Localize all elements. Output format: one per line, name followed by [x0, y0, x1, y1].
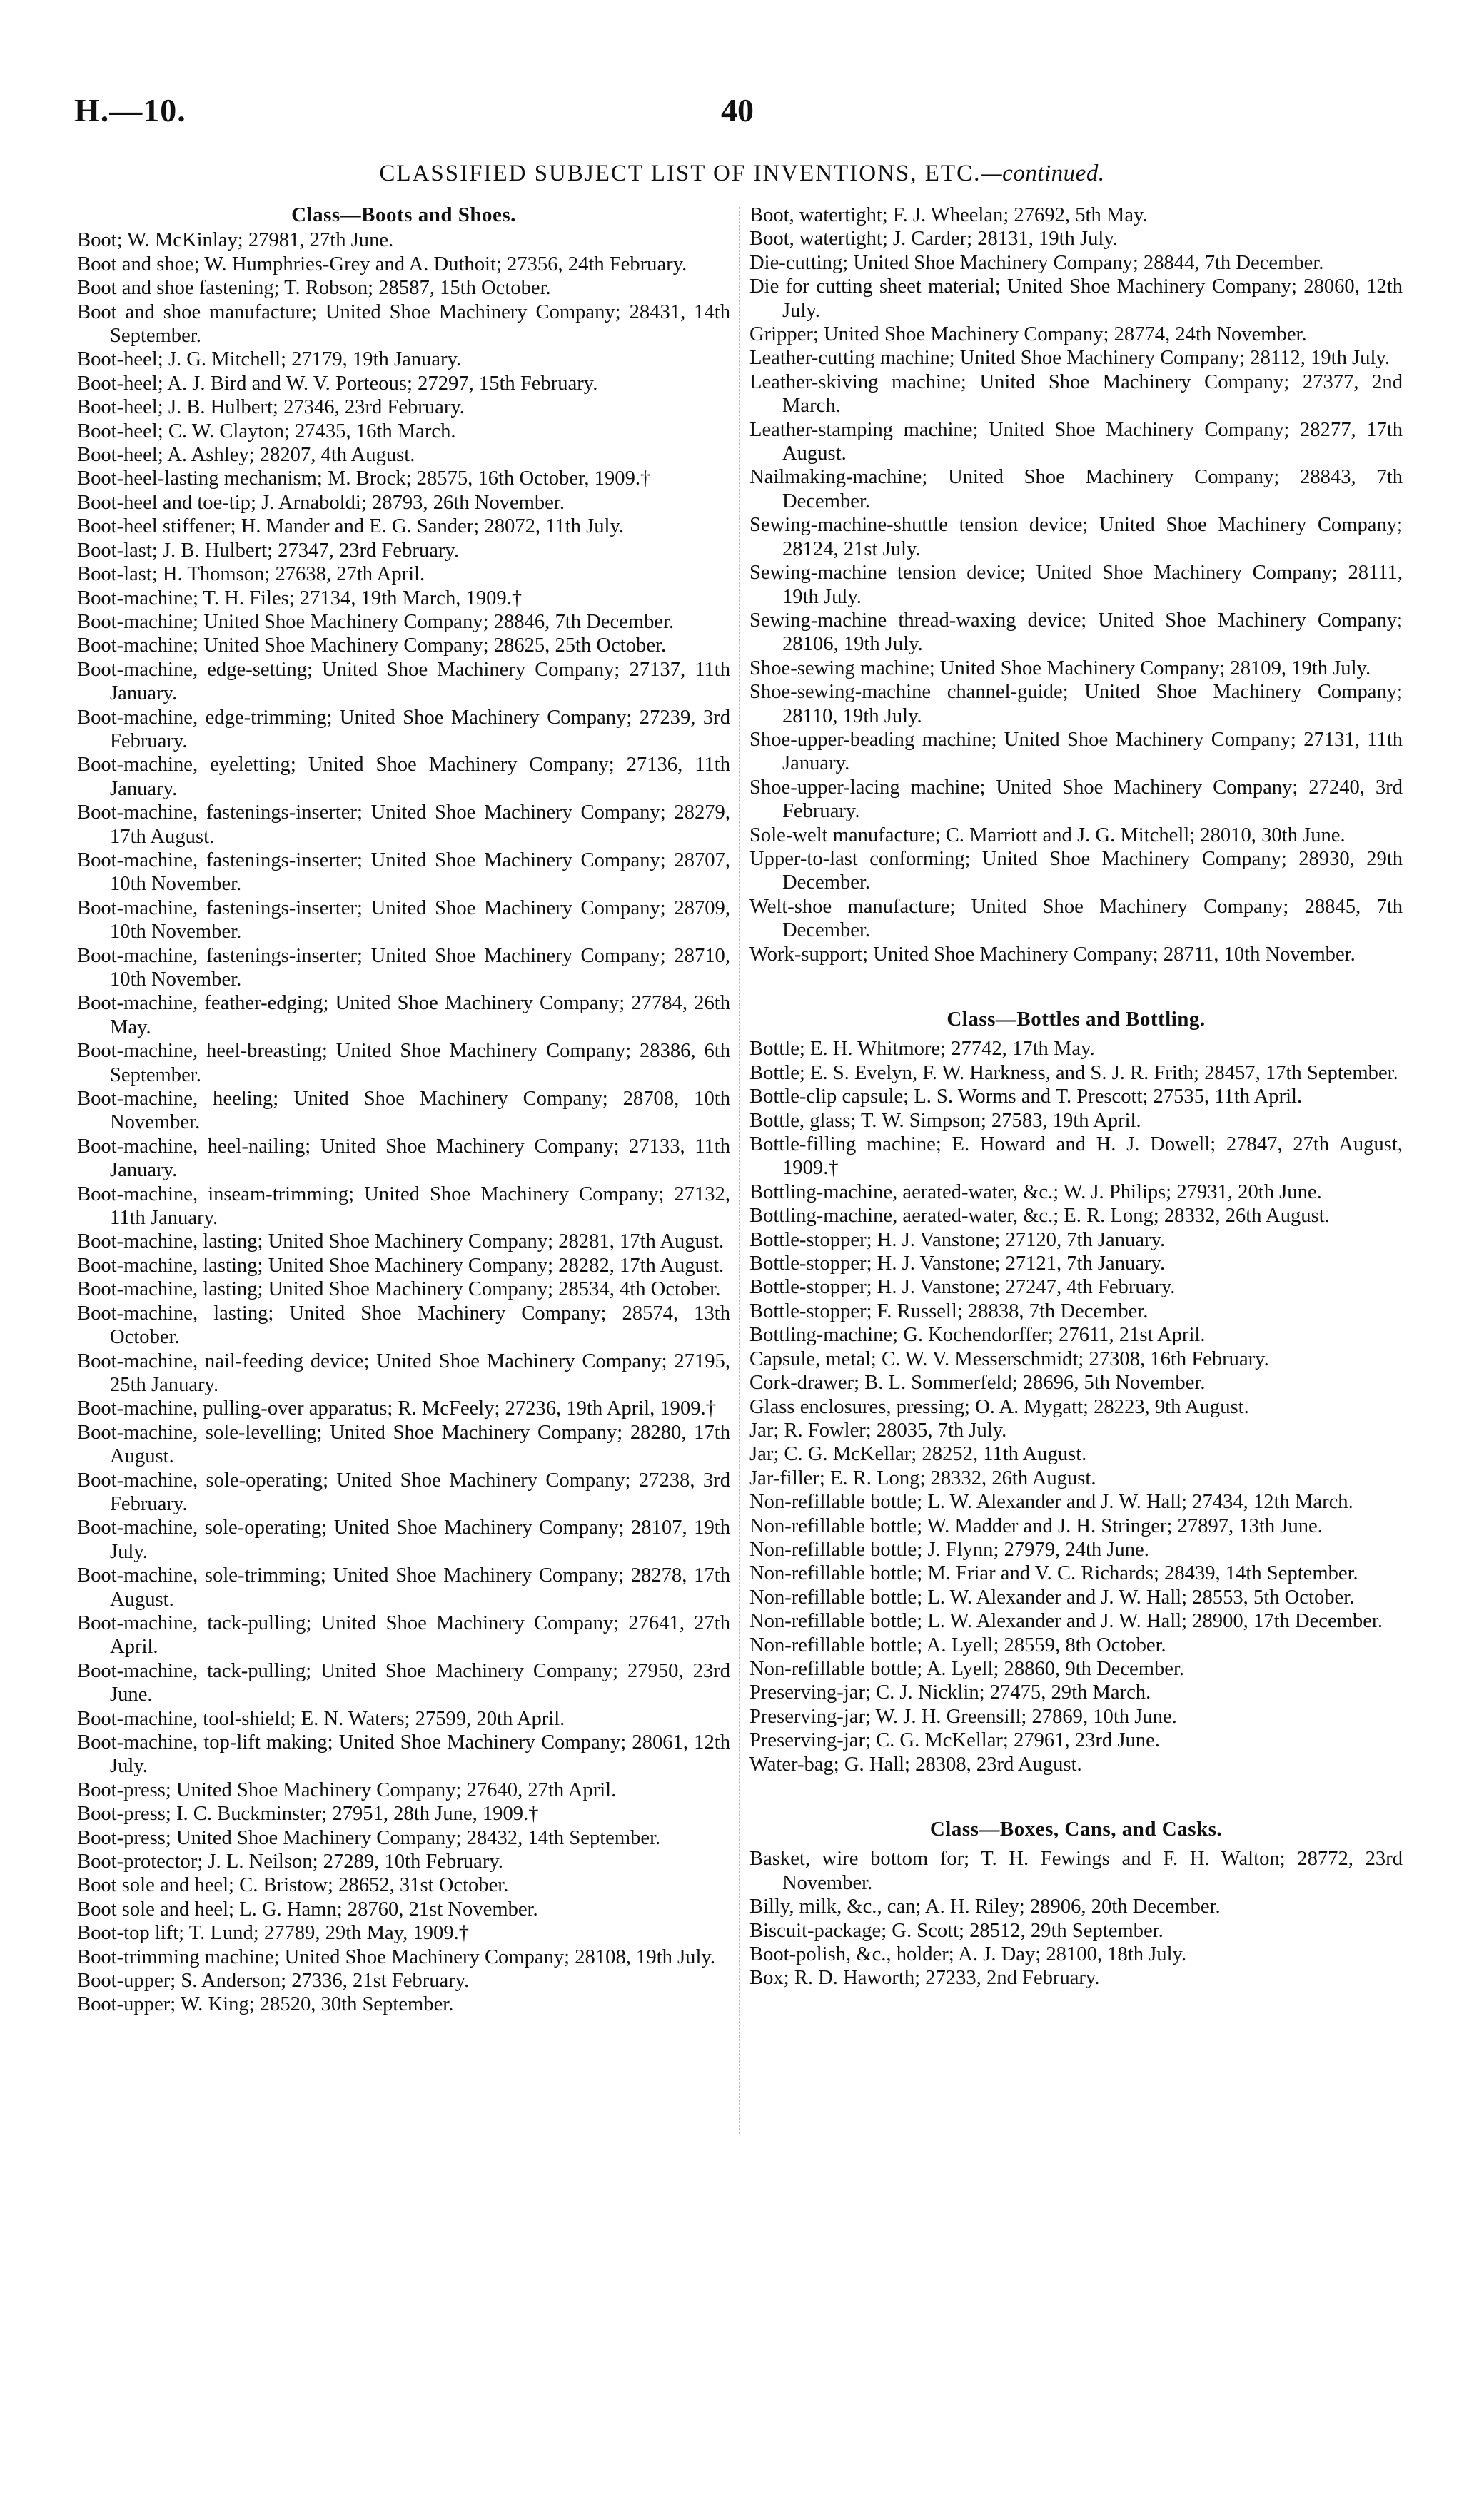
list-item: Nailmaking-machine; United Shoe Machinery Company; 28843, 7th December. — [749, 466, 1403, 512]
list-item: Boot-upper; S. Anderson; 27336, 21st February. — [77, 1970, 470, 1993]
list-item: Boot-machine, edge-trimming; United Shoe Machinery Company; 27239, 3rd February. — [77, 706, 730, 752]
list-item: Leather-stamping machine; United Shoe Machinery Company; 28277, 17th August. — [749, 418, 1403, 465]
list-item: Boot-machine, heeling; United Shoe Machinery Company; 28708, 10th November. — [77, 1088, 730, 1134]
list-item: Bottle-stopper; F. Russell; 28838, 7th December. — [749, 1300, 1149, 1322]
page-number: 40 — [721, 92, 754, 128]
list-item: Bottling-machine, aerated-water, &c.; W. J. Philips; 27931, 20th June. — [749, 1180, 1322, 1203]
list-item: Boot-machine, heel-breasting; United Shoe Machinery Company; 28386, 6th September. — [77, 1040, 730, 1086]
list-item: Boot-machine, nail-feeding device; United Shoe Machinery Company; 27195, 25th January. — [77, 1350, 730, 1396]
list-item: Non-refillable bottle; A. Lyell; 28559, 8th October. — [749, 1634, 1166, 1656]
list-item: Sole-welt manufacture; C. Marriott and J. G. Mitchell; 28010, 30th June. — [749, 824, 1346, 846]
list-item: Boot-machine, fastenings-inserter; United Shoe Machinery Company; 28707, 10th November. — [77, 849, 730, 896]
list-item: Bottle-stopper; H. J. Vanstone; 27247, 4th February. — [749, 1276, 1176, 1299]
list-item: Basket, wire bottom for; T. H. Fewings and F. H. Walton; 28772, 23rd November. — [749, 1848, 1403, 1894]
list-item: Non-refillable bottle; W. Madder and J. H. Stringer; 27897, 13th June. — [749, 1514, 1323, 1537]
list-item: Boot-machine, feather-edging; United Shoe Machinery Company; 27784, 26th May. — [77, 992, 730, 1038]
list-item: Boot-machine, fastenings-inserter; United Shoe Machinery Company; 28709, 10th November. — [77, 896, 730, 943]
list-item: Boot-machine, sole-trimming; United Shoe Machinery Company; 28278, 17th August. — [77, 1564, 730, 1611]
list-item: Water-bag; G. Hall; 28308, 23rd August. — [749, 1753, 1082, 1776]
list-item: Boot-machine, tool-shield; E. N. Waters; 27599, 20th April. — [77, 1707, 565, 1730]
list-item: Boot-machine; United Shoe Machinery Company; 28625, 25th October. — [77, 634, 667, 657]
list-item: Boot-machine, lasting; United Shoe Machinery Company; 28281, 17th August. — [77, 1230, 725, 1253]
list-item: Non-refillable bottle; J. Flynn; 27979, 24th June. — [749, 1538, 1149, 1561]
list-item: Die-cutting; United Shoe Machinery Company; 28844, 7th December. — [749, 251, 1324, 274]
list-item: Preserving-jar; C. G. McKellar; 27961, 23rd June. — [749, 1729, 1160, 1752]
list-item: Biscuit-package; G. Scott; 28512, 29th September. — [749, 1919, 1164, 1942]
boots-continued-list — [749, 203, 1403, 966]
list-item: Boot-heel; J. G. Mitchell; 27179, 19th January. — [77, 348, 462, 371]
list-item: Boot-heel; J. B. Hulbert; 27346, 23rd February. — [77, 396, 465, 419]
list-item: Boot sole and heel; L. G. Hamn; 28760, 21st November. — [77, 1898, 538, 1921]
list-item: Boot; W. McKinlay; 27981, 27th June. — [77, 229, 394, 252]
list-item: Boot-press; United Shoe Machinery Company; 28432, 14th September. — [77, 1826, 661, 1849]
list-item: Jar; C. G. McKellar; 28252, 11th August. — [749, 1443, 1087, 1466]
list-item: Sewing-machine thread-waxing device; United Shoe Machinery Company; 28106, 19th July. — [749, 609, 1403, 656]
list-item: Non-refillable bottle; L. W. Alexander and J. W. Hall; 28553, 5th October. — [749, 1586, 1355, 1609]
list-item: Sewing-machine-shuttle tension device; United Shoe Machinery Company; 28124, 21st July. — [749, 514, 1403, 560]
left-column — [77, 203, 730, 2017]
list-item: Non-refillable bottle; M. Friar and V. C. Richards; 28439, 14th September. — [749, 1562, 1358, 1585]
class-heading-boxes: Class—Boxes, Cans, and Casks. — [929, 1818, 1223, 1841]
list-item: Upper-to-last conforming; United Shoe Machinery Company; 28930, 29th December. — [749, 847, 1403, 894]
page-title-text: CLASSIFIED SUBJECT LIST OF INVENTIONS, ETC. — [379, 161, 981, 186]
list-item: Boot-machine; United Shoe Machinery Company; 28846, 7th December. — [77, 610, 675, 633]
list-item: Die for cutting sheet material; United Shoe Machinery Company; 28060, 12th July. — [749, 275, 1403, 322]
list-item: Shoe-sewing machine; United Shoe Machinery Company; 28109, 19th July. — [749, 657, 1371, 679]
list-item: Bottle; E. H. Whitmore; 27742, 17th May. — [749, 1038, 1095, 1061]
list-item: Boot-last; J. B. Hulbert; 27347, 23rd February. — [77, 539, 460, 562]
page-title-suffix: —continued. — [981, 161, 1105, 186]
list-item: Boot-heel stiffener; H. Mander and E. G. Sander; 28072, 11th July. — [77, 515, 625, 538]
list-item: Boot-heel; A. J. Bird and W. V. Porteous; 27297, 15th February. — [77, 372, 598, 395]
list-item: Boot-upper; W. King; 28520, 30th September. — [77, 1993, 454, 2016]
list-item: Glass enclosures, pressing; O. A. Mygatt; 28223, 9th August. — [749, 1395, 1249, 1418]
class-heading-bottles: Class—Bottles and Bottling. — [947, 1008, 1206, 1031]
list-item: Bottle, glass; T. W. Simpson; 27583, 19th April. — [749, 1109, 1141, 1132]
list-item: Bottle-stopper; H. J. Vanstone; 27120, 7th January. — [749, 1228, 1166, 1251]
list-item: Boot-machine; T. H. Files; 27134, 19th March, 1909.† — [77, 587, 523, 609]
list-item: Shoe-upper-beading machine; United Shoe Machinery Company; 27131, 11th January. — [749, 728, 1403, 775]
list-item: Boot-heel and toe-tip; J. Arnaboldi; 28793, 26th November. — [77, 491, 565, 514]
list-item: Bottle-filling machine; E. Howard and H. J. Dowell; 27847, 27th August, 1909.† — [749, 1133, 1403, 1180]
list-item: Non-refillable bottle; A. Lyell; 28860, 9th December. — [749, 1657, 1185, 1680]
list-item: Boot-protector; J. L. Neilson; 27289, 10th February. — [77, 1851, 503, 1873]
list-item: Welt-shoe manufacture; United Shoe Machinery Company; 28845, 7th December. — [749, 895, 1403, 942]
page-title — [0, 161, 1484, 187]
list-item: Boot-machine, tack-pulling; United Shoe Machinery Company; 27950, 23rd June. — [77, 1659, 730, 1706]
list-item: Boot and shoe; W. Humphries-Grey and A. Duthoit; 27356, 24th February. — [77, 253, 687, 275]
list-item: Boot-machine, sole-operating; United Shoe Machinery Company; 27238, 3rd February. — [77, 1469, 730, 1515]
list-item: Boot-machine, top-lift making; United Shoe Machinery Company; 28061, 12th July. — [77, 1731, 730, 1778]
class-heading-boots: Class—Boots and Shoes. — [291, 203, 516, 226]
list-item: Boot, watertight; F. J. Wheelan; 27692, 5th May. — [749, 204, 1148, 226]
list-item: Boot-machine, edge-setting; United Shoe Machinery Company; 27137, 11th January. — [77, 658, 730, 705]
list-item: Boot and shoe manufacture; United Shoe Machinery Company; 28431, 14th September. — [77, 300, 730, 348]
list-item: Bottling-machine, aerated-water, &c.; E. R. Long; 28332, 26th August. — [749, 1205, 1330, 1228]
list-item: Boot-machine, lasting; United Shoe Machinery Company; 28282, 17th August. — [77, 1254, 725, 1277]
document-reference: H.—10. — [74, 92, 186, 128]
list-item: Shoe-upper-lacing machine; United Shoe Machinery Company; 27240, 3rd February. — [749, 776, 1403, 823]
list-item: Boot-machine, lasting; United Shoe Machinery Company; 28534, 4th October. — [77, 1278, 721, 1301]
list-item: Bottling-machine; G. Kochendorffer; 27611, 21st April. — [749, 1324, 1206, 1347]
list-item: Boot-machine, fastenings-inserter; United Shoe Machinery Company; 28710, 10th November. — [77, 944, 730, 991]
list-item: Jar-filler; E. R. Long; 28332, 26th August. — [749, 1467, 1096, 1489]
list-item: Leather-skiving machine; United Shoe Machinery Company; 27377, 2nd March. — [749, 370, 1403, 418]
boots-list — [77, 228, 730, 2016]
list-item: Boot and shoe fastening; T. Robson; 28587, 15th October. — [77, 277, 551, 300]
boxes-list — [749, 1847, 1403, 1990]
list-item: Boot-top lift; T. Lund; 27789, 29th May, 1909.† — [77, 1922, 470, 1945]
bottles-list — [749, 1037, 1403, 1776]
list-item: Boot-polish, &c., holder; A. J. Day; 28100, 18th July. — [749, 1943, 1187, 1966]
list-item: Boot-machine, sole-operating; United Shoe Machinery Company; 28107, 19th July. — [77, 1517, 730, 1563]
list-item: Bottle; E. S. Evelyn, F. W. Harkness, and S. J. R. Frith; 28457, 17th September. — [749, 1061, 1398, 1084]
list-item: Boot-machine, lasting; United Shoe Machinery Company; 28574, 13th October. — [77, 1302, 730, 1349]
list-item: Boot-machine, fastenings-inserter; United Shoe Machinery Company; 28279, 17th August. — [77, 801, 730, 848]
list-item: Boot-machine, sole-levelling; United Shoe Machinery Company; 28280, 17th August. — [77, 1421, 730, 1468]
list-item: Preserving-jar; W. J. H. Greensill; 27869, 10th June. — [749, 1705, 1177, 1728]
list-item: Capsule, metal; C. W. V. Messerschmidt; 27308, 16th February. — [749, 1347, 1269, 1370]
list-item: Gripper; United Shoe Machinery Company; 28774, 24th November. — [749, 323, 1307, 346]
list-item: Sewing-machine tension device; United Shoe Machinery Company; 28111, 19th July. — [749, 562, 1403, 608]
list-item: Boot-machine, heel-nailing; United Shoe Machinery Company; 27133, 11th January. — [77, 1135, 730, 1182]
list-item: Cork-drawer; B. L. Sommerfeld; 28696, 5th November. — [749, 1372, 1206, 1395]
list-item: Boot-press; I. C. Buckminster; 27951, 28th June, 1909.† — [77, 1803, 539, 1826]
list-item: Non-refillable bottle; L. W. Alexander and J. W. Hall; 28900, 17th December. — [749, 1610, 1383, 1633]
list-item: Boot-machine, tack-pulling; United Shoe Machinery Company; 27641, 27th April. — [77, 1611, 730, 1659]
list-item: Work-support; United Shoe Machinery Company; 28711, 10th November. — [749, 943, 1356, 966]
list-item: Boot, watertight; J. Carder; 28131, 19th July. — [749, 228, 1118, 251]
list-item: Boot sole and heel; C. Bristow; 28652, 31st October. — [77, 1874, 509, 1897]
list-item: Box; R. D. Haworth; 27233, 2nd February. — [749, 1967, 1100, 1990]
list-item: Boot-machine, inseam-trimming; United Shoe Machinery Company; 27132, 11th January. — [77, 1183, 730, 1230]
list-item: Boot-heel-lasting mechanism; M. Brock; 28575, 16th October, 1909.† — [77, 467, 651, 490]
right-column — [749, 203, 1403, 1990]
list-item: Boot-machine, pulling-over apparatus; R. McFeely; 27236, 19th April, 1909.† — [77, 1397, 717, 1420]
list-item: Boot-heel; C. W. Clayton; 27435, 16th March. — [77, 420, 456, 442]
list-item: Shoe-sewing-machine channel-guide; United Shoe Machinery Company; 28110, 19th July. — [749, 681, 1403, 727]
column-divider — [739, 207, 740, 2134]
list-item: Boot-press; United Shoe Machinery Company; 27640, 27th April. — [77, 1778, 617, 1801]
list-item: Jar; R. Fowler; 28035, 7th July. — [749, 1419, 1007, 1442]
list-item: Preserving-jar; C. J. Nicklin; 27475, 29th March. — [749, 1681, 1151, 1704]
list-item: Non-refillable bottle; L. W. Alexander and J. W. Hall; 27434, 12th March. — [749, 1491, 1353, 1514]
list-item: Bottle-stopper; H. J. Vanstone; 27121, 7th January. — [749, 1253, 1166, 1275]
list-item: Boot-machine, eyeletting; United Shoe Machinery Company; 27136, 11th January. — [77, 754, 730, 800]
list-item: Boot-trimming machine; United Shoe Machinery Company; 28108, 19th July. — [77, 1945, 715, 1968]
list-item: Bottle-clip capsule; L. S. Worms and T. Prescott; 27535, 11th April. — [749, 1086, 1303, 1108]
list-item: Leather-cutting machine; United Shoe Machinery Company; 28112, 19th July. — [749, 347, 1390, 370]
list-item: Boot-last; H. Thomson; 27638, 27th April. — [77, 563, 425, 586]
list-item: Billy, milk, &c., can; A. H. Riley; 28906, 20th December. — [749, 1896, 1221, 1918]
list-item: Boot-heel; A. Ashley; 28207, 4th August. — [77, 444, 415, 467]
